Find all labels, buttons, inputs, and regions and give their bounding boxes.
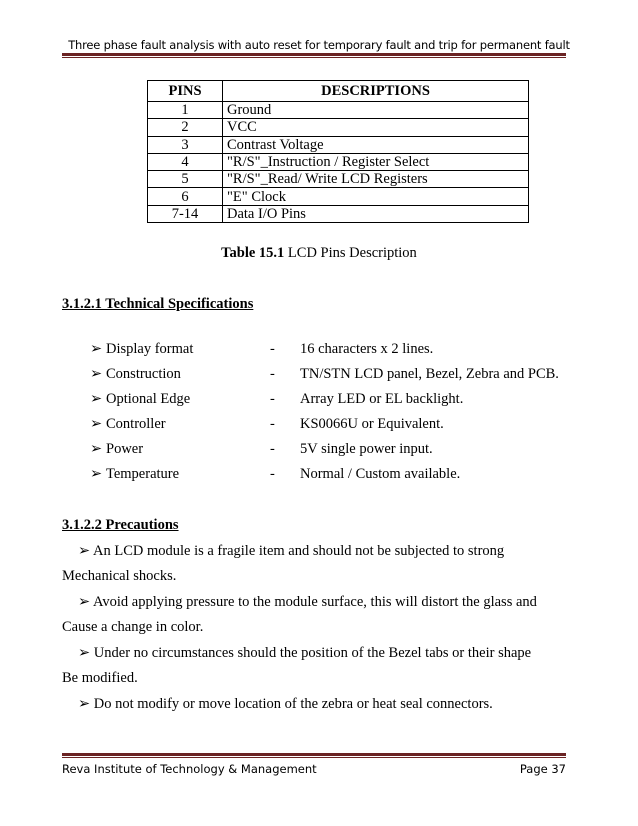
arrow-bullet-icon: ➢ [90,441,103,457]
table-row [148,171,529,188]
description-cell: "R/S"_Instruction / Register Select [223,153,529,170]
pin-cell: 6 [148,188,223,205]
spec-dash: - [270,366,275,382]
spec-item [0,366,638,386]
spec-name: Optional Edge [106,391,191,407]
arrow-bullet-icon: ➢ [90,416,103,432]
pin-cell: 7-14 [148,205,223,222]
arrow-bullet-icon: ➢ [78,594,91,610]
description-cell: VCC [223,119,529,136]
precaution-text: Avoid applying pressure to the module surface, this will distort the glass and [92,594,537,610]
precaution-text: Do not modify or move location of the zebra or heat seal connectors. [93,696,493,712]
page-header: Three phase fault analysis with auto reset for temporary fault and trip for permanent fault [68,38,570,52]
spec-value: KS0066U or Equivalent. [300,416,444,432]
arrow-bullet-icon: ➢ [78,696,91,712]
column-header-pins: PINS [148,81,223,102]
spec-value: Normal / Custom available. [300,466,461,482]
precaution-continuation: Be modified. [62,670,138,686]
precaution-item [78,594,537,611]
spec-dash: - [270,466,275,482]
precaution-item [78,696,493,713]
precaution-item [78,645,531,662]
pin-cell: 2 [148,119,223,136]
spec-dash: - [270,441,275,457]
table-row [148,188,529,205]
arrow-bullet-icon: ➢ [90,466,103,482]
pin-cell: 3 [148,136,223,153]
description-cell: "E" Clock [223,188,529,205]
spec-name: Temperature [106,466,180,482]
footer-page-number: Page 37 [519,762,566,776]
spec-value: Array LED or EL backlight. [300,391,464,407]
arrow-bullet-icon: ➢ [90,366,103,382]
precautions-heading: 3.1.2.2 Precautions [62,517,179,533]
lcd-pins-table [147,80,529,223]
spec-dash: - [270,416,275,432]
caption-text: LCD Pins Description [287,245,417,261]
precaution-text: An LCD module is a fragile item and should not be subjected to strong [92,543,505,559]
spec-dash: - [270,391,275,407]
description-cell: Contrast Voltage [223,136,529,153]
description-cell: Ground [223,102,529,119]
pin-cell: 5 [148,171,223,188]
spec-item [0,441,638,461]
spec-item [0,466,638,486]
spec-name: Power [106,441,144,457]
column-header-descriptions: DESCRIPTIONS [223,81,529,102]
table-row [148,102,529,119]
pin-cell: 4 [148,153,223,170]
spec-item [0,391,638,411]
spec-item [0,341,638,361]
spec-value: TN/STN LCD panel, Bezel, Zebra and PCB. [300,366,559,382]
header-rule [62,53,566,58]
table-caption [0,245,638,262]
precaution-text: Under no circumstances should the position of the Bezel tabs or their shape [93,645,532,661]
precaution-item [78,543,504,560]
footer-institute: Reva Institute of Technology & Management [62,762,317,776]
pin-cell: 1 [148,102,223,119]
table-row [148,205,529,222]
arrow-bullet-icon: ➢ [78,543,91,559]
spec-dash: - [270,341,275,357]
footer-rule [62,753,566,758]
caption-label: Table 15.1 [221,245,285,261]
spec-value: 16 characters x 2 lines. [300,341,434,357]
spec-name: Controller [106,416,166,432]
tech-specs-heading: 3.1.2.1 Technical Specifications [62,296,254,312]
table-row [148,153,529,170]
table-row [148,119,529,136]
spec-name: Construction [106,366,181,382]
description-cell: "R/S"_Read/ Write LCD Registers [223,171,529,188]
arrow-bullet-icon: ➢ [90,391,103,407]
spec-name: Display format [106,341,194,357]
arrow-bullet-icon: ➢ [90,341,103,357]
spec-item [0,416,638,436]
spec-value: 5V single power input. [300,441,433,457]
precaution-continuation: Mechanical shocks. [62,568,177,584]
table-row [148,136,529,153]
arrow-bullet-icon: ➢ [78,645,91,661]
precaution-continuation: Cause a change in color. [62,619,204,635]
description-cell: Data I/O Pins [223,205,529,222]
table-header-row [148,81,529,102]
